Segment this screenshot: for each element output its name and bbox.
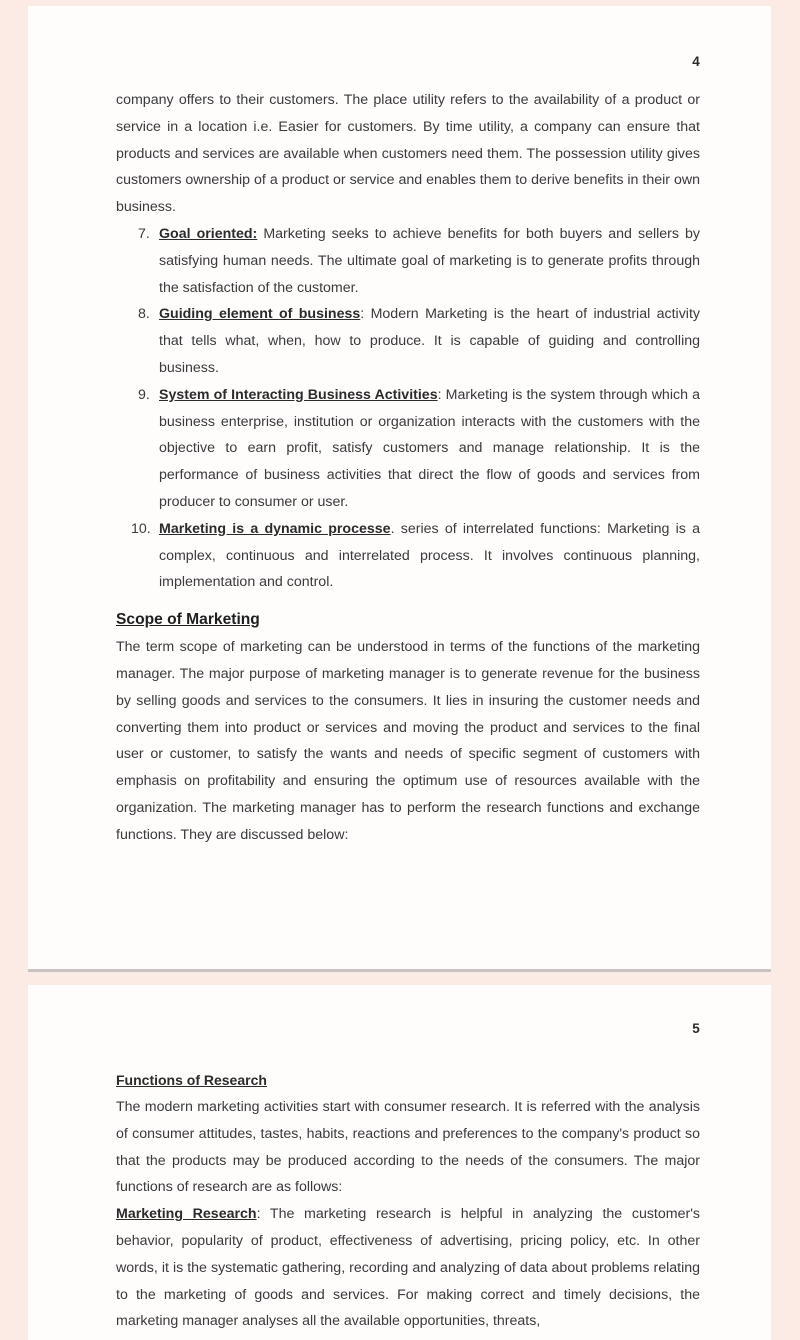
page-number-4: 4 <box>692 54 700 69</box>
marketing-research-text: : The marketing research is helpful in analyzing the customer's behavior, popularity of product, effectiveness of advertising, pricing policy, etc. In other words, it is the systematic gathering, recording and analyzing of data about problems relating to the marketing of goods and services. For making correct and timely decisions, the marketing manager analyses all the available opportunities, threats, <box>116 1206 700 1330</box>
page-4-content <box>28 6 771 969</box>
list-item-7-term: Goal oriented: <box>159 225 258 242</box>
heading-scope-of-marketing: Scope of Marketing <box>116 611 260 629</box>
marketing-features-list <box>116 221 700 596</box>
functions-of-research-paragraph: The modern marketing activities start with consumer research. It is referred with the analysis of consumer attitudes, tastes, habits, reactions and preferences to the company's product so that the products may be produced according to the needs of the consumers. The major functions of research are as follows: <box>116 1099 700 1196</box>
list-item-8 <box>116 301 700 381</box>
list-item-8-text: : Modern Marketing is the heart of industrial activity that tells what, when, how to produce. It is capable of guiding and controlling business. <box>159 306 700 376</box>
marketing-research-paragraph <box>116 1201 700 1335</box>
list-item-8-term: Guiding element of business <box>159 306 361 323</box>
list-item-9-number: 9. <box>138 386 150 403</box>
scope-of-marketing-paragraph: The term scope of marketing can be understood in terms of the functions of the marketing manager. The major purpose of marketing manager is to generate revenue for the business by selling goods and services to the consumers. It lies in insuring the customer needs and converting them into product or services and moving the product and services to the final user or customer, to satisfy the wants and needs of specific segment of customers with emphasis on profitability and ensuring the optimum use of resources available with the organization. The marketing manager has to perform the research functions and exchange functions. They are discussed below: <box>116 639 700 843</box>
list-item-10 <box>116 516 700 596</box>
list-item-8-number: 8. <box>138 306 150 323</box>
list-item-10-text: . series of interrelated functions: Marketing is a complex, continuous and interrelated process. It involves continuous planning, implementation and control. <box>159 520 700 591</box>
list-item-9-text: : Marketing is the system through which a business enterprise, institution or organization interacts with the customers with the objective to earn profit, satisfy customers and manage relationship. It is the performance of business activities that direct the flow of goods and services from producer to consumer or user. <box>159 386 700 510</box>
list-item-9-term: System of Interacting Business Activities <box>159 386 438 403</box>
list-item-7 <box>116 221 700 301</box>
list-item-10-term: Marketing is a dynamic processe <box>159 520 391 537</box>
marketing-research-term: Marketing Research <box>116 1206 257 1223</box>
document-page-4 <box>28 6 771 972</box>
heading-functions-of-research: Functions of Research <box>116 1072 267 1088</box>
list-item-9 <box>116 382 700 516</box>
document-page-5 <box>28 985 771 1340</box>
list-item-10-number: 10. <box>131 520 151 537</box>
list-item-7-text: Marketing seeks to achieve benefits for both buyers and sellers by satisfying human needs. The ultimate goal of marketing is to generate profits through the satisfaction of the customer. <box>159 225 700 296</box>
page-number-5: 5 <box>692 1021 700 1036</box>
list-item-7-number: 7. <box>138 225 150 242</box>
continued-paragraph: company offers to their customers. The place utility refers to the availability of a product or service in a location i.e. Easier for customers. By time utility, a company can ensure that products and services are available when customers need them. The possession utility gives customers ownership of a product or service and enables them to derive benefits in their own business. <box>116 92 700 216</box>
page-5-content <box>28 985 771 1340</box>
